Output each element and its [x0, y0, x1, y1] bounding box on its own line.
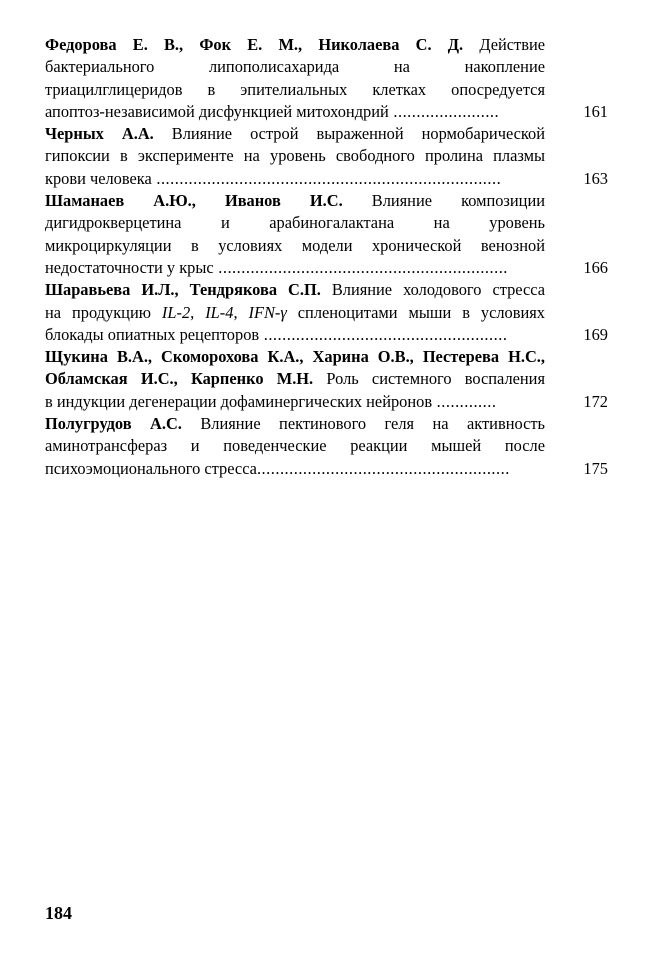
toc-entry: [45, 123, 608, 190]
toc-line: [45, 413, 545, 435]
toc-entry: [45, 346, 608, 413]
dot-leader: .....................................................: [259, 324, 508, 344]
entry-title-part: Роль системного воспаления: [313, 369, 545, 389]
entry-title-part: Действие: [463, 35, 545, 54]
entry-title-part: триацилглицеридов в эпителиальных клетках опосредуется: [45, 79, 545, 99]
toc-line: [45, 368, 545, 390]
page-number: 166: [583, 257, 608, 277]
entry-authors: Обламская И.С., Карпенко М.Н.: [45, 369, 314, 389]
entry-title-part: психоэмоционального стресса: [45, 458, 257, 478]
entry-title-part: Влияние холодового стресса: [320, 280, 545, 300]
page-number: 172: [583, 391, 608, 411]
entry-authors: Черных А.А.: [45, 124, 154, 144]
toc-line: [45, 279, 545, 301]
toc-line: [45, 435, 545, 457]
toc-line: [45, 123, 545, 145]
toc-line: [45, 235, 545, 257]
entry-title-part: микроциркуляции в условиях модели хронической венозной: [45, 235, 545, 255]
dot-leader: ...........................................................................: [151, 168, 502, 188]
entry-authors: Федорова Е. В., Фок Е. М., Николаева С. Д.: [45, 35, 464, 54]
toc-line: [45, 324, 545, 346]
toc-line: [45, 190, 545, 212]
toc-line: [45, 212, 545, 234]
folio-page-number: 184: [45, 903, 72, 923]
entry-title-part: аминотрансфераз и поведенческие реакции мышей после: [45, 436, 545, 456]
toc-line: [45, 101, 545, 123]
page-number: 175: [583, 458, 608, 478]
dot-leader: .............: [432, 391, 497, 411]
toc-line: [45, 302, 545, 324]
entry-title-part: Влияние композиции: [342, 191, 545, 211]
toc-entry: [45, 190, 608, 279]
toc-entry: [45, 34, 608, 123]
entry-title-part: в индукции дегенерации дофаминергических нейронов: [45, 391, 433, 411]
dot-leader: .......................: [388, 101, 500, 121]
entry-title-part: крови человека: [45, 168, 152, 188]
entry-authors: Щукина В.А., Скоморохова К.А., Харина О.В., Пестерева Н.С.,: [45, 347, 545, 367]
entry-title-part: Влияние острой выраженной нормобарической: [153, 124, 546, 144]
entry-title-part: недостаточности у крыс: [45, 257, 214, 277]
dot-leader: ...............................................................: [213, 257, 508, 277]
entry-authors: Шаманаев А.Ю., Иванов И.С.: [45, 191, 343, 211]
entry-authors: Шаравьева И.Л., Тендрякова С.П.: [45, 280, 321, 300]
entry-title-part: бактериального липополисахарида на накопление: [45, 57, 545, 77]
entry-authors: Полугрудов А.С.: [45, 414, 182, 434]
entry-title-part: Влияние пектинового геля на активность: [181, 414, 545, 434]
toc-line: [45, 34, 545, 56]
toc-line: [45, 145, 545, 167]
dot-leader: .......................................................: [256, 458, 510, 478]
table-of-contents: [45, 34, 608, 480]
toc-line: [45, 168, 545, 190]
toc-line: [45, 458, 545, 480]
entry-title-part: на продукцию IL-2, IL-4, IFN-γ спленоцитами мыши в условиях: [45, 302, 546, 322]
toc-line: [45, 56, 545, 78]
page-number: 169: [583, 324, 608, 344]
page-number: 163: [583, 168, 608, 188]
toc-line: [45, 391, 545, 413]
toc-line: [45, 257, 545, 279]
entry-title-part: гипоксии в эксперименте на уровень свободного пролина плазмы: [45, 146, 545, 166]
toc-entry: [45, 413, 608, 480]
toc-line: [45, 79, 545, 101]
toc-line: [45, 346, 545, 368]
entry-title-part: дигидрокверцетина и арабиногалактана на уровень: [45, 213, 545, 233]
entry-title-part: апоптоз-независимой дисфункцией митохондрий: [45, 101, 389, 121]
page-number: 161: [583, 101, 608, 121]
toc-entry: [45, 279, 608, 346]
entry-title-part: блокады опиатных рецепторов: [45, 324, 260, 344]
